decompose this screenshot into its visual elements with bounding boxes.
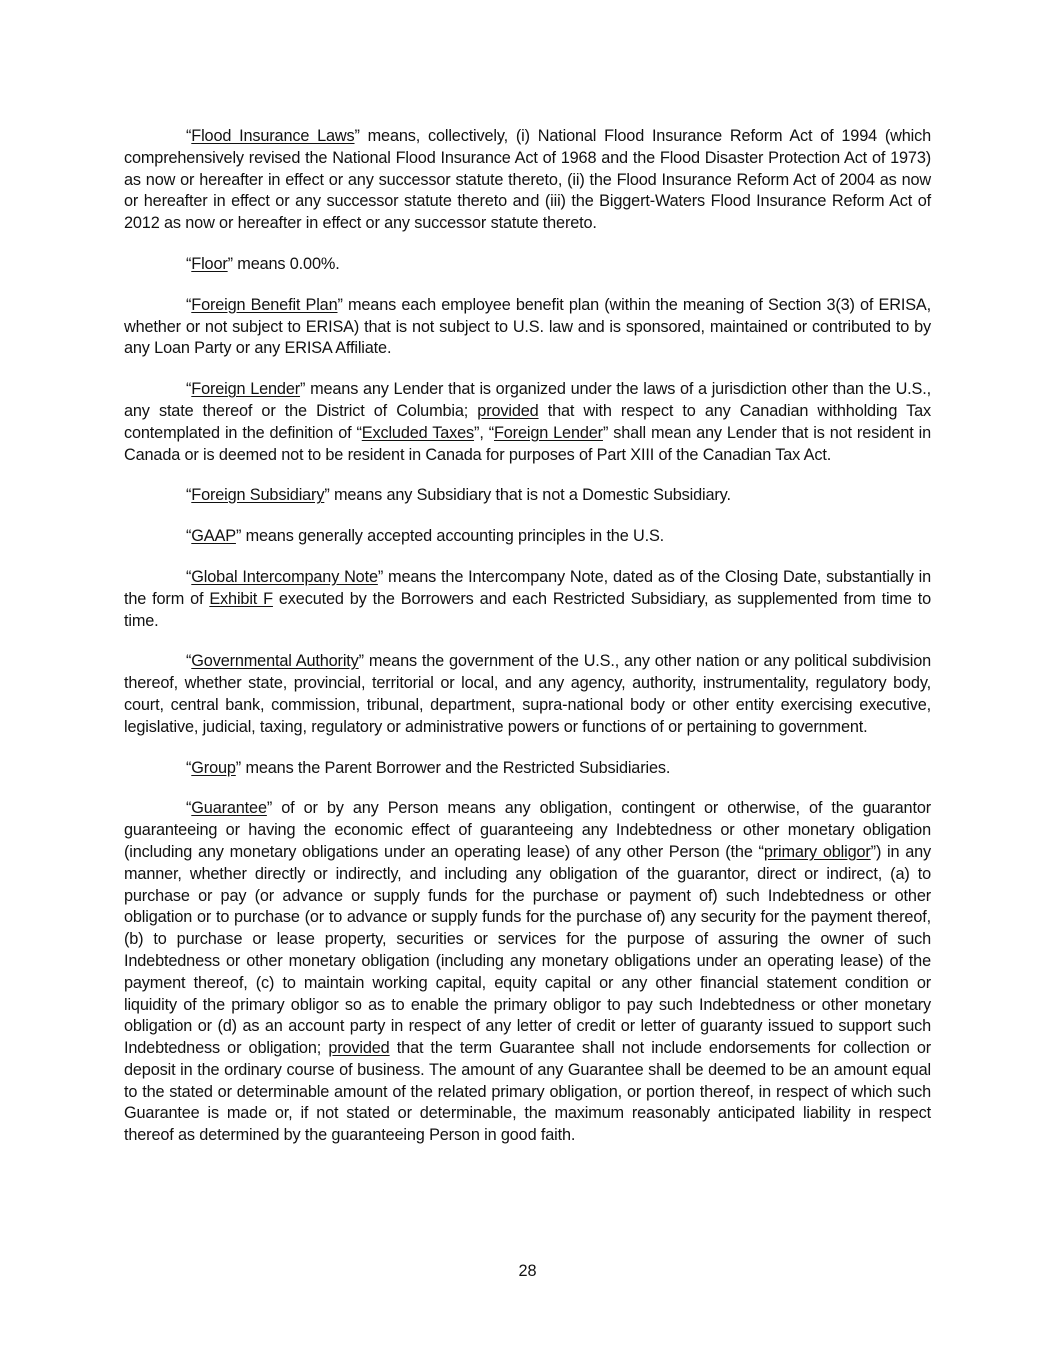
underlined-term: primary obligor [763,842,871,861]
definition-paragraph [124,651,931,738]
underlined-term: Governmental Authority [191,652,359,671]
definition-paragraph [124,295,931,360]
definition-text: ”) in any manner, whether directly or indirectly, and including any obligation of the guarantor, direct or indirect, (a) to purchase or pay (or advance or supply funds for the purchase or payment of) such Indebtedness or other obligation or to purchase (or to advance or supply funds for the purchase of) any security for the payment thereof, (b) to purchase or lease property, securities or services for the purpose of assuring the owner of such Indebtedness or other monetary obligation (including any monetary obligations under an operating lease) of the payment thereof, (c) to maintain working capital, equity capital or any other financial statement condition or liquidity of the primary obligor so as to enable the primary obligor to pay such Indebtedness or other monetary obligation or (d) as an account party in respect of any letter of credit or letter of guaranty issued to support such Indebtedness or obligation; [124,842,931,1058]
definition-text: “ [186,295,192,314]
definition-text: executed by the Borrowers and each Restricted Subsidiary, as supplemented from time to time. [124,589,931,630]
definition-paragraph [124,379,931,466]
underlined-term: Foreign Subsidiary [191,486,325,505]
definition-text: that with respect to any Canadian withholding Tax contemplated in the definition of “ [124,401,931,442]
underlined-term: Global Intercompany Note [191,567,378,586]
definition-paragraph [124,798,931,1147]
definition-text: “ [186,486,192,505]
definitions-list [124,126,931,1147]
underlined-term: Exhibit F [209,589,273,608]
definition-paragraph [124,254,931,276]
underlined-term: Guarantee [191,799,267,818]
definition-text: ”, “ [474,423,494,442]
definition-text: ” of or by any Person means any obligation, contingent or otherwise, of the guarantor guaranteeing or having the economic effect of guaranteeing any Indebtedness or other monetary obligation (including any monetary obligations under an operating lease) of any other Person (the “ [124,799,931,861]
definition-text: ” means any Lender that is organized under the laws of a jurisdiction other than the U.S., any state thereof or the District of Columbia; [124,380,932,420]
underlined-term: Foreign Benefit Plan [191,295,338,314]
definition-text: ” means 0.00%. [227,254,340,273]
definition-text: ” shall mean any Lender that is not resident in Canada or is deemed not to be resident in Canada for purposes of Part XIII of the Canadian Tax Act. [124,423,932,464]
definition-text: ” means, collectively, (i) National Flood Insurance Reform Act of 1994 (which comprehensively revised the National Flood Insurance Act of 1968 and the Flood Disaster Protection Act of 1973) as now or hereafter in effect or any successor statute thereto, (ii) the Flood Insurance Reform Act of 2004 as now or hereafter in effect or any successor statute thereto and (iii) the Biggert-Waters Flood Insurance Reform Act of 2012 as now or hereafter in effect or any successor statute thereto. [124,127,931,233]
definition-text: “ [186,567,192,586]
underlined-term: GAAP [191,527,236,546]
underlined-term: provided [477,401,539,420]
underlined-term: Floor [191,254,228,273]
definition-paragraph [124,567,931,632]
definition-text: that the term Guarantee shall not include endorsements for collection or deposit in the ordinary course of business. The amount of any Guarantee shall be deemed to be an amount equal to the stated or determinable amount of the related primary obligation, or portion thereof, in respect of which such Guarantee is made or, if not stated or determinable, the maximum reasonably anticipated liability in respect thereof as determined by the guaranteeing Person in good faith. [124,1039,932,1145]
definition-text: ” means the Parent Borrower and the Restricted Subsidiaries. [235,758,671,777]
definition-text: ” means the Intercompany Note, dated as of the Closing Date, substantially in the form of [124,567,931,608]
definition-text: “ [186,380,192,399]
definition-text: “ [186,652,192,671]
underlined-term: Foreign Lender [191,380,301,399]
definition-text: ” means each employee benefit plan (within the meaning of Section 3(3) of ERISA, whether or not subject to ERISA) that is not subject to U.S. law and is sponsored, maintained or contributed to by any Loan Party or any ERISA Affiliate. [124,295,932,358]
definition-text: ” means generally accepted accounting principles in the U.S. [235,527,665,546]
definition-text: “ [186,758,192,777]
definition-text: ” means the government of the U.S., any other nation or any political subdivision thereof, whether state, provincial, territorial or local, and any agency, authority, instrumentality, regulatory body, court, central bank, commission, tribunal, department, supra-national body or other entity exercising executive, legislative, judicial, taxing, regulatory or administrative powers or functions of or pertaining to government. [124,652,931,736]
definition-text: ” means any Subsidiary that is not a Domestic Subsidiary. [324,486,731,505]
definition-paragraph [124,758,931,780]
underlined-term: Excluded Taxes [361,423,475,442]
definition-text: “ [186,799,192,818]
definition-text: “ [186,127,192,145]
underlined-term: Foreign Lender [493,423,603,442]
underlined-term: Flood Insurance Laws [191,127,355,145]
definition-paragraph [124,485,931,507]
document-page [124,126,931,1166]
definition-paragraph [124,126,931,235]
underlined-term: Group [191,758,236,777]
underlined-term: provided [328,1039,390,1058]
page-number: 28 [518,1262,537,1280]
definition-paragraph [124,526,931,548]
definition-text: “ [186,527,192,546]
definition-text: “ [186,254,192,273]
